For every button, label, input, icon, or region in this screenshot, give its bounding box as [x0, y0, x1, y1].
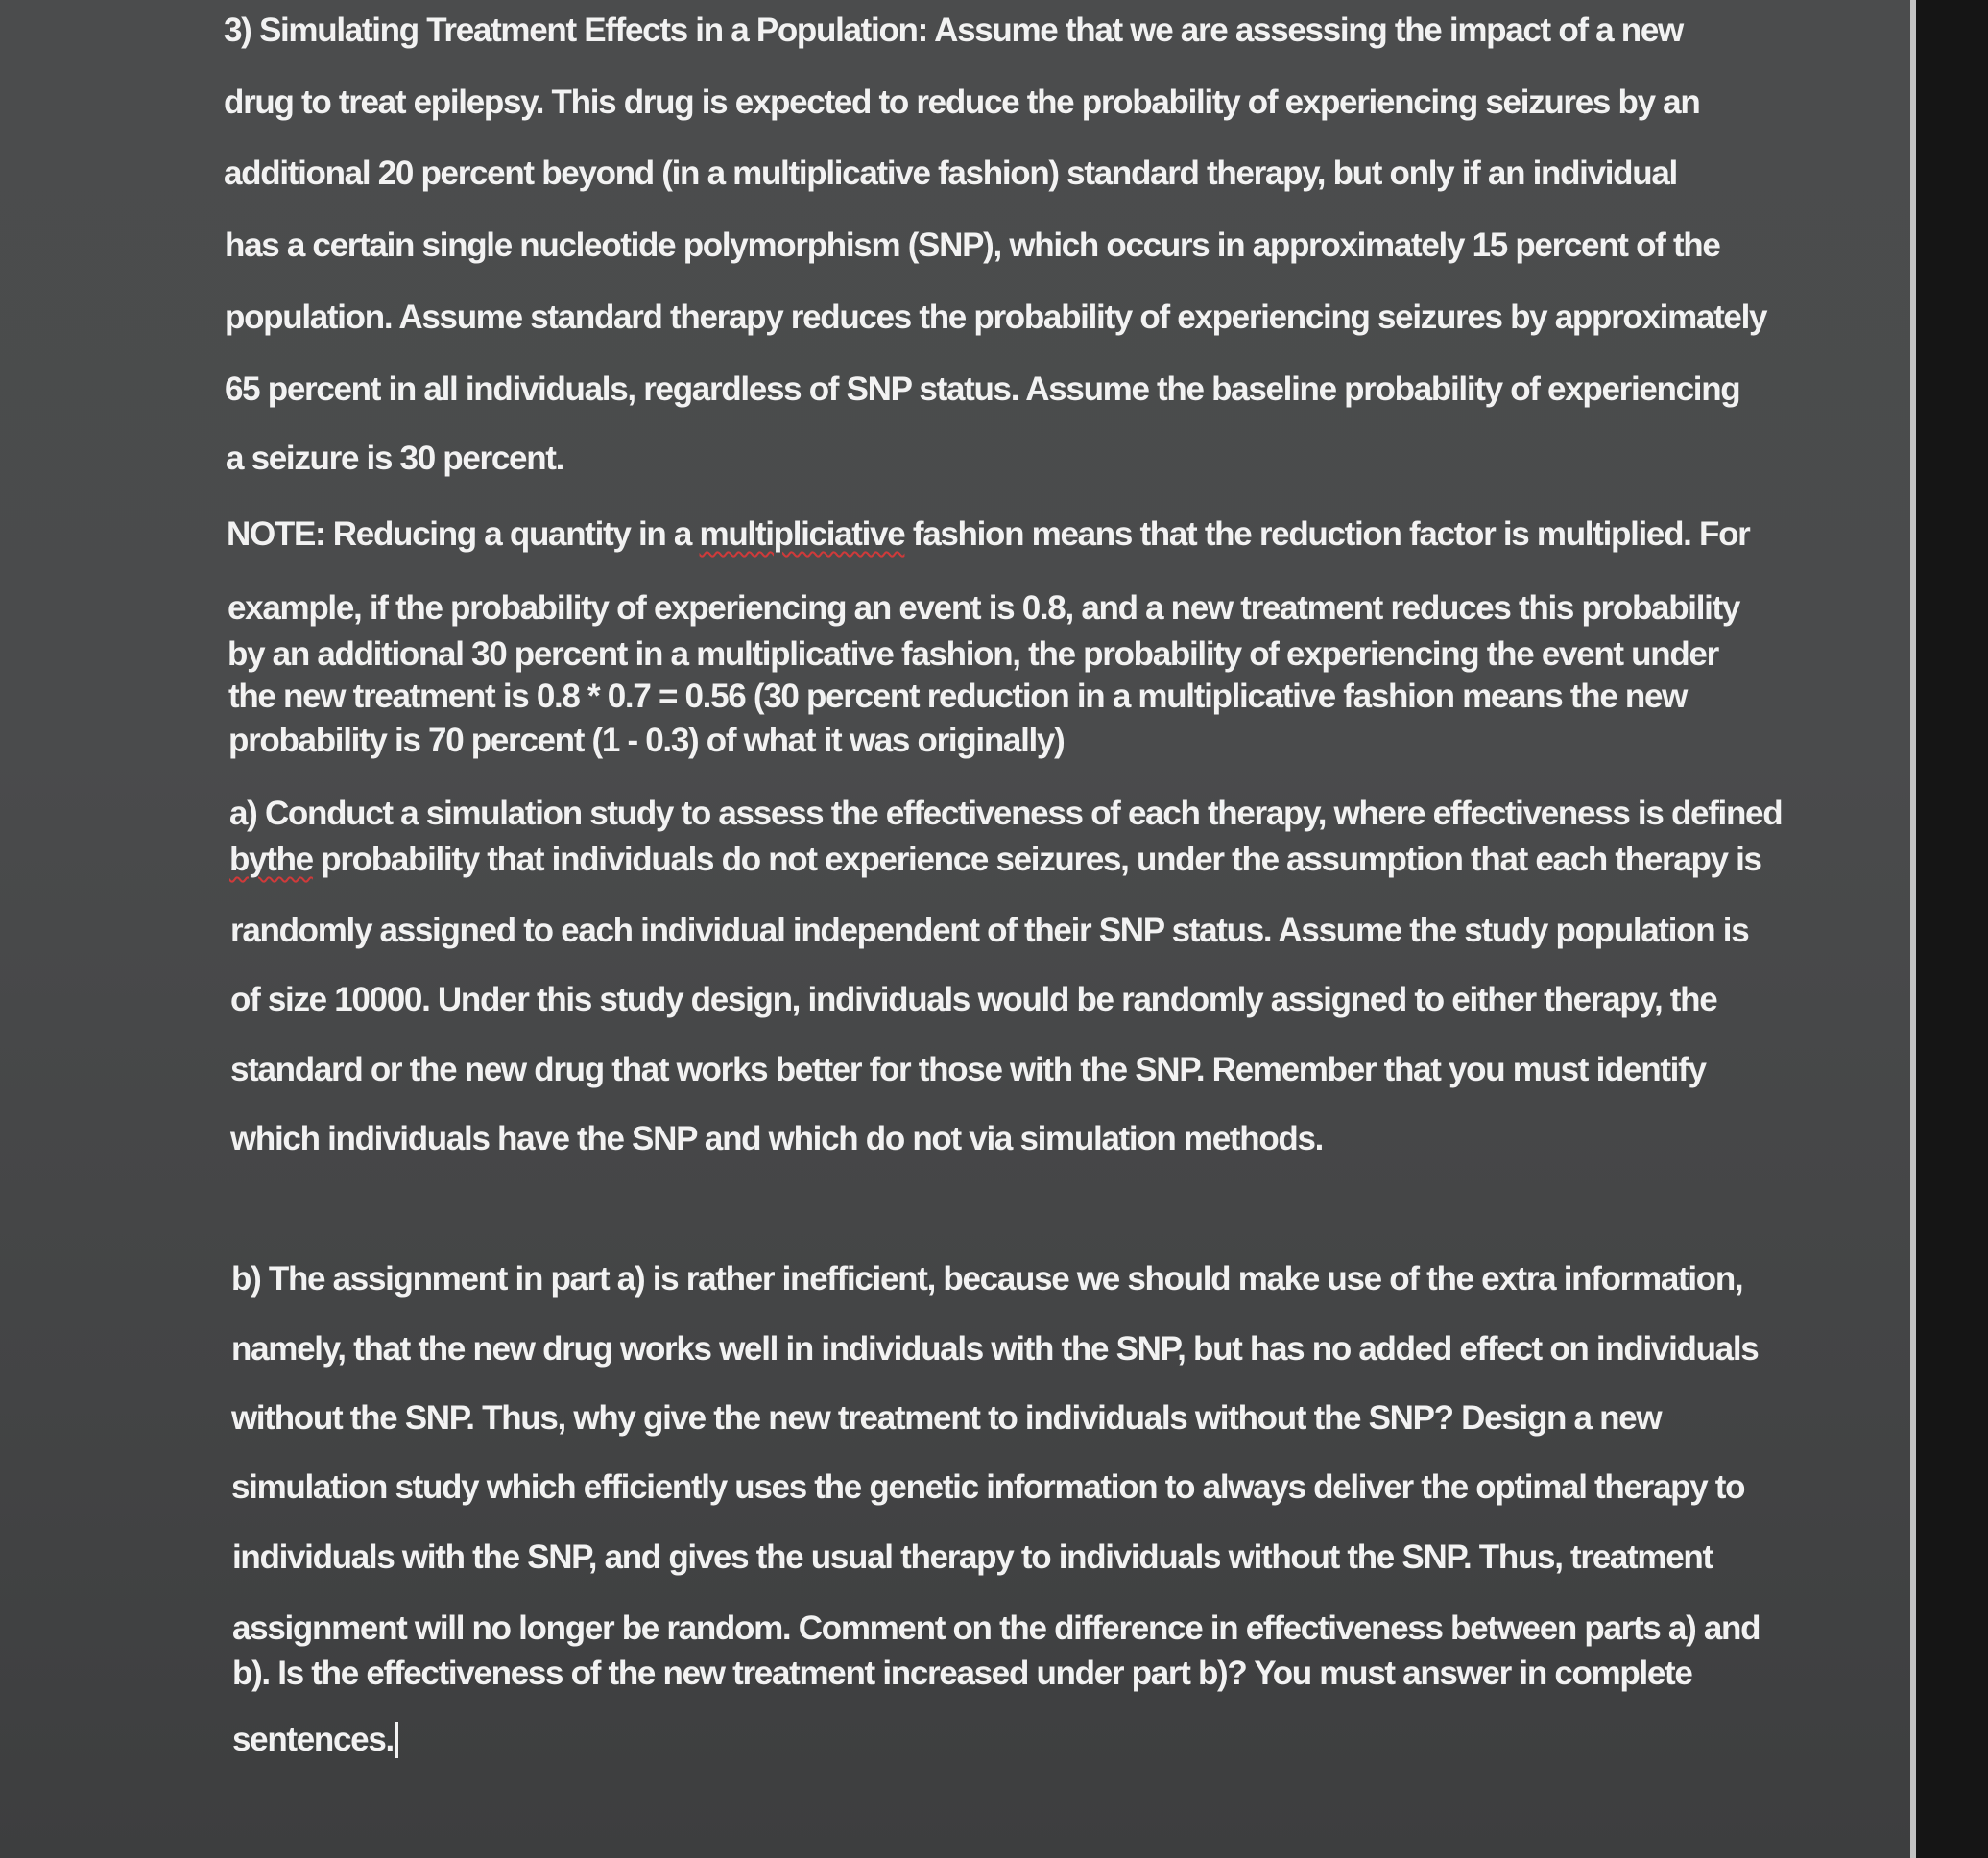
part-b-line: namely, that the new drug works well in individuals with the SNP, but has no added effect on individuals — [231, 1330, 1759, 1368]
part-a-line: of size 10000. Under this study design, individuals would be randomly assigned to either therapy, the — [230, 981, 1717, 1018]
part-b-line: assignment will no longer be random. Comment on the difference in effectiveness between parts a) and — [232, 1609, 1760, 1647]
text-cursor — [395, 1722, 398, 1758]
part-a-line: which individuals have the SNP and which do not via simulation methods. — [230, 1120, 1324, 1157]
note-line: probability is 70 percent (1 - 0.3) of what it was originally) — [228, 722, 1065, 759]
spelling-error-word[interactable]: multipliciative — [699, 515, 905, 553]
spelling-error-word[interactable]: bythe — [229, 841, 313, 878]
note-line: the new treatment is 0.8 * 0.7 = 0.56 (30 percent reduction in a multiplicative fashion means the new — [228, 678, 1688, 715]
part-a-line: randomly assigned to each individual independent of their SNP status. Assume the study population is — [230, 912, 1749, 949]
part-a-line: standard or the new drug that works better for those with the SNP. Remember that you must identify — [230, 1051, 1706, 1088]
part-b-text: sentences. — [232, 1721, 394, 1758]
part-b-line: individuals with the SNP, and gives the usual therapy to individuals without the SNP. Thus, treatment — [232, 1538, 1713, 1576]
question-line: 3) Simulating Treatment Effects in a Population: Assume that we are assessing the impact of a new — [224, 12, 1683, 49]
part-b-line: without the SNP. Thus, why give the new treatment to individuals without the SNP? Design a new — [231, 1399, 1662, 1437]
part-b-line: b). Is the effectiveness of the new treatment increased under part b)? You must answer in complete — [232, 1655, 1692, 1692]
window-background — [1916, 0, 1988, 1858]
note-line — [227, 515, 1750, 554]
part-a-text: probability that individuals do not experience seizures, under the assumption that each therapy is — [312, 841, 1761, 878]
question-line: additional 20 percent beyond (in a multiplicative fashion) standard therapy, but only if an individual — [224, 155, 1677, 192]
question-line: 65 percent in all individuals, regardless of SNP status. Assume the baseline probability of experiencing — [225, 370, 1740, 408]
part-a-line: a) Conduct a simulation study to assess the effectiveness of each therapy, where effectiveness is defined — [229, 795, 1783, 832]
question-line: a seizure is 30 percent. — [226, 440, 564, 477]
part-b-line: simulation study which efficiently uses the genetic information to always deliver the optimal therapy to — [231, 1468, 1745, 1506]
note-line: example, if the probability of experiencing an event is 0.8, and a new treatment reduces this probability — [228, 589, 1740, 627]
part-b-line: b) The assignment in part a) is rather inefficient, because we should make use of the extra information, — [231, 1260, 1743, 1298]
note-text: NOTE: Reducing a quantity in a — [227, 515, 700, 553]
part-b-line — [232, 1721, 398, 1759]
part-a-line — [229, 841, 1761, 879]
question-line: population. Assume standard therapy reduces the probability of experiencing seizures by approximately — [225, 298, 1767, 336]
question-line: drug to treat epilepsy. This drug is expected to reduce the probability of experiencing seizures by an — [224, 83, 1700, 121]
note-line: by an additional 30 percent in a multiplicative fashion, the probability of experiencing the event under — [228, 635, 1718, 673]
question-line: has a certain single nucleotide polymorphism (SNP), which occurs in approximately 15 percent of the — [225, 226, 1720, 264]
note-text: fashion means that the reduction factor is multiplied. For — [904, 515, 1750, 553]
